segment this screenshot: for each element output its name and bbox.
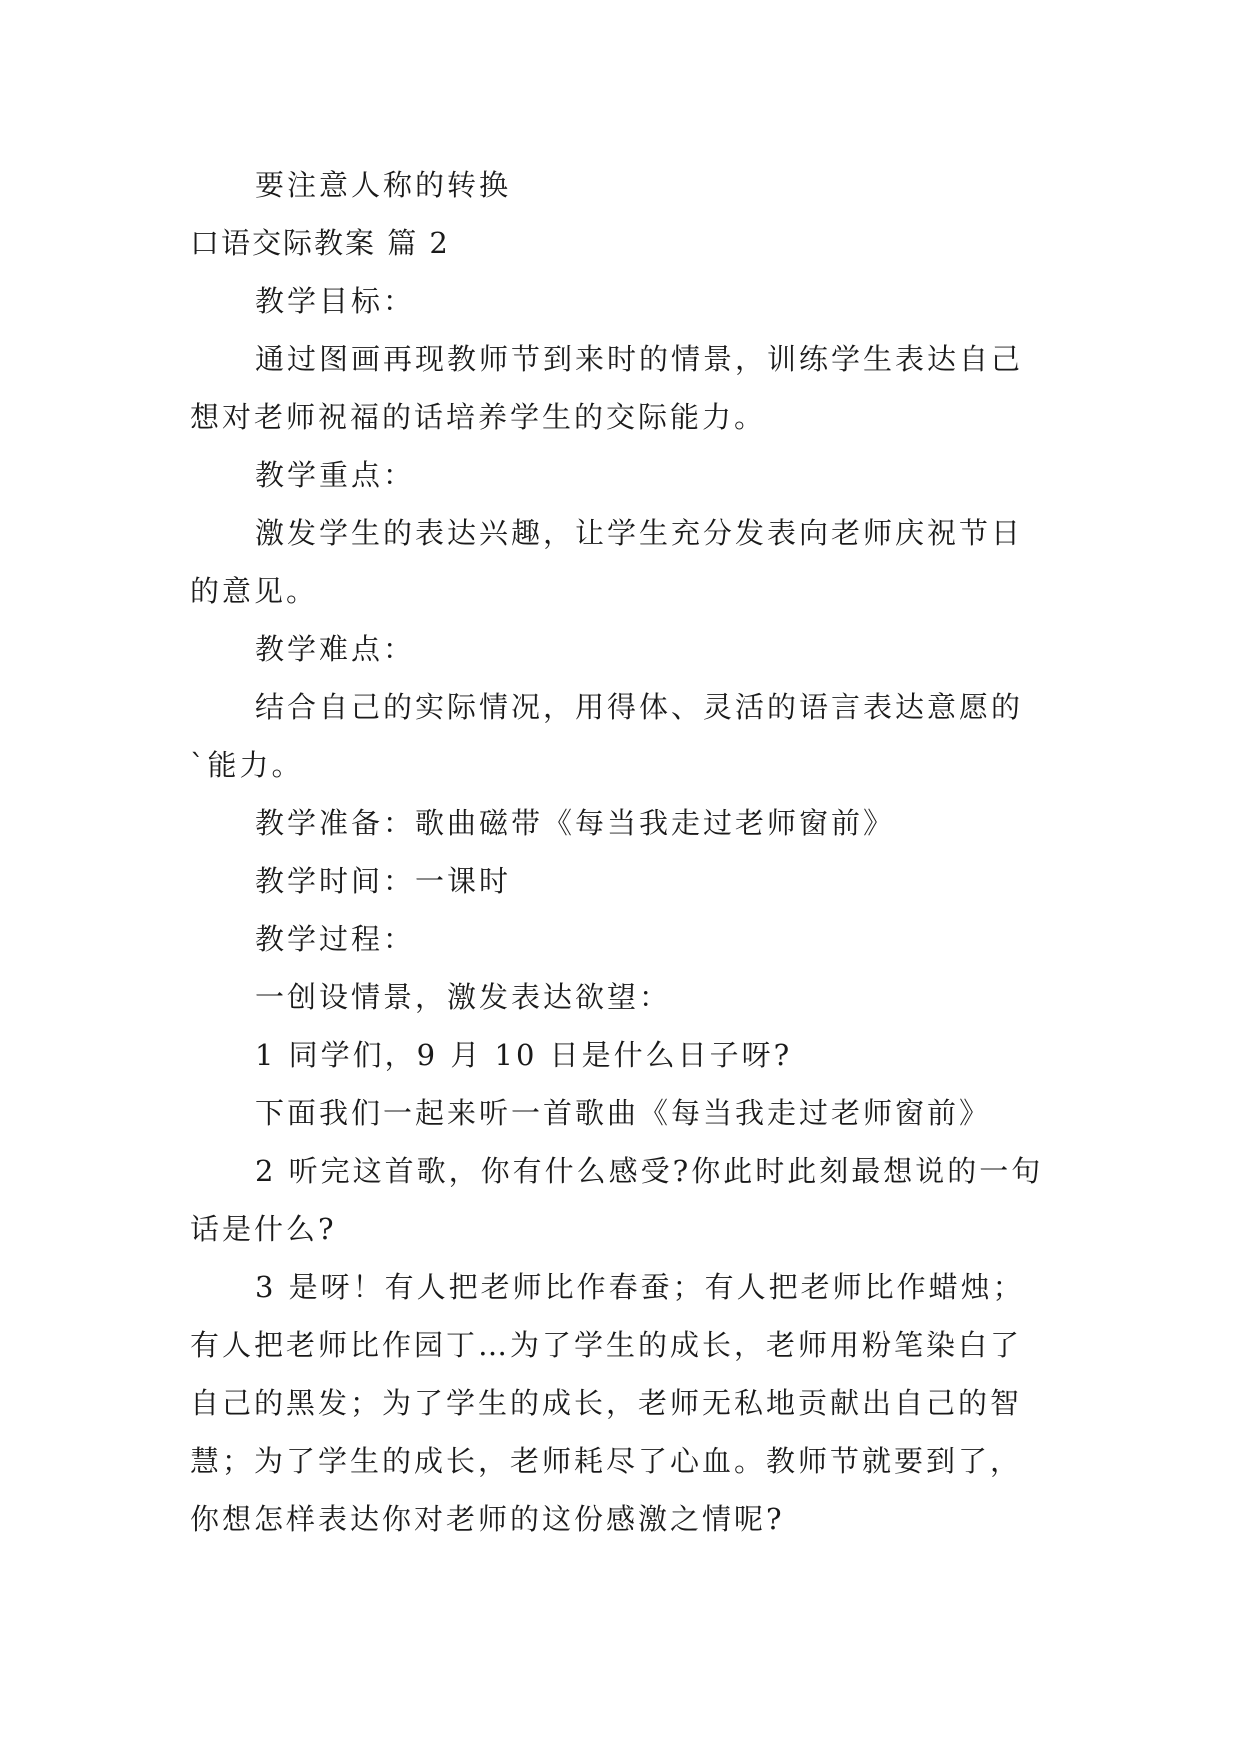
- text-line: 教学过程：: [255, 922, 416, 956]
- text-line: 慧；为了学生的成长，老师耗尽了心血。教师节就要到了，: [190, 1444, 1023, 1478]
- text-line: 2 听完这首歌，你有什么感受?你此时此刻最想说的一句: [255, 1154, 1044, 1188]
- text-line: 激发学生的表达兴趣，让学生充分发表向老师庆祝节日: [255, 516, 1024, 550]
- text-line: `能力。: [190, 748, 304, 782]
- text-line: 自己的黑发；为了学生的成长，老师无私地贡献出自己的智: [190, 1386, 1023, 1420]
- text-line: 3 是呀！有人把老师比作春蚕；有人把老师比作蜡烛；: [255, 1270, 1025, 1304]
- text-line: 想对老师祝福的话培养学生的交际能力。: [190, 400, 767, 434]
- text-line: 你想怎样表达你对老师的这份感激之情呢?: [190, 1502, 785, 1536]
- text-line: 结合自己的实际情况，用得体、灵活的语言表达意愿的: [255, 690, 1024, 724]
- text-line: 有人把老师比作园丁…为了学生的成长，老师用粉笔染白了: [190, 1328, 1023, 1362]
- text-line: 的意见。: [190, 574, 319, 608]
- text-line: 要注意人称的转换: [255, 168, 512, 202]
- text-line: 通过图画再现教师节到来时的情景，训练学生表达自己: [255, 342, 1024, 376]
- text-line: 一创设情景，激发表达欲望：: [255, 980, 672, 1014]
- text-line: 1 同学们，9 月 10 日是什么日子呀?: [255, 1038, 793, 1072]
- text-line: 教学时间：一课时: [255, 864, 512, 898]
- text-line: 下面我们一起来听一首歌曲《每当我走过老师窗前》: [255, 1096, 992, 1130]
- text-line: 教学准备：歌曲磁带《每当我走过老师窗前》: [255, 806, 896, 840]
- text-line: 教学难点：: [255, 632, 416, 666]
- text-line: 话是什么?: [190, 1212, 337, 1246]
- text-line: 教学目标：: [255, 284, 416, 318]
- text-line: 教学重点：: [255, 458, 416, 492]
- section-heading: 口语交际教案 篇 2: [190, 226, 450, 260]
